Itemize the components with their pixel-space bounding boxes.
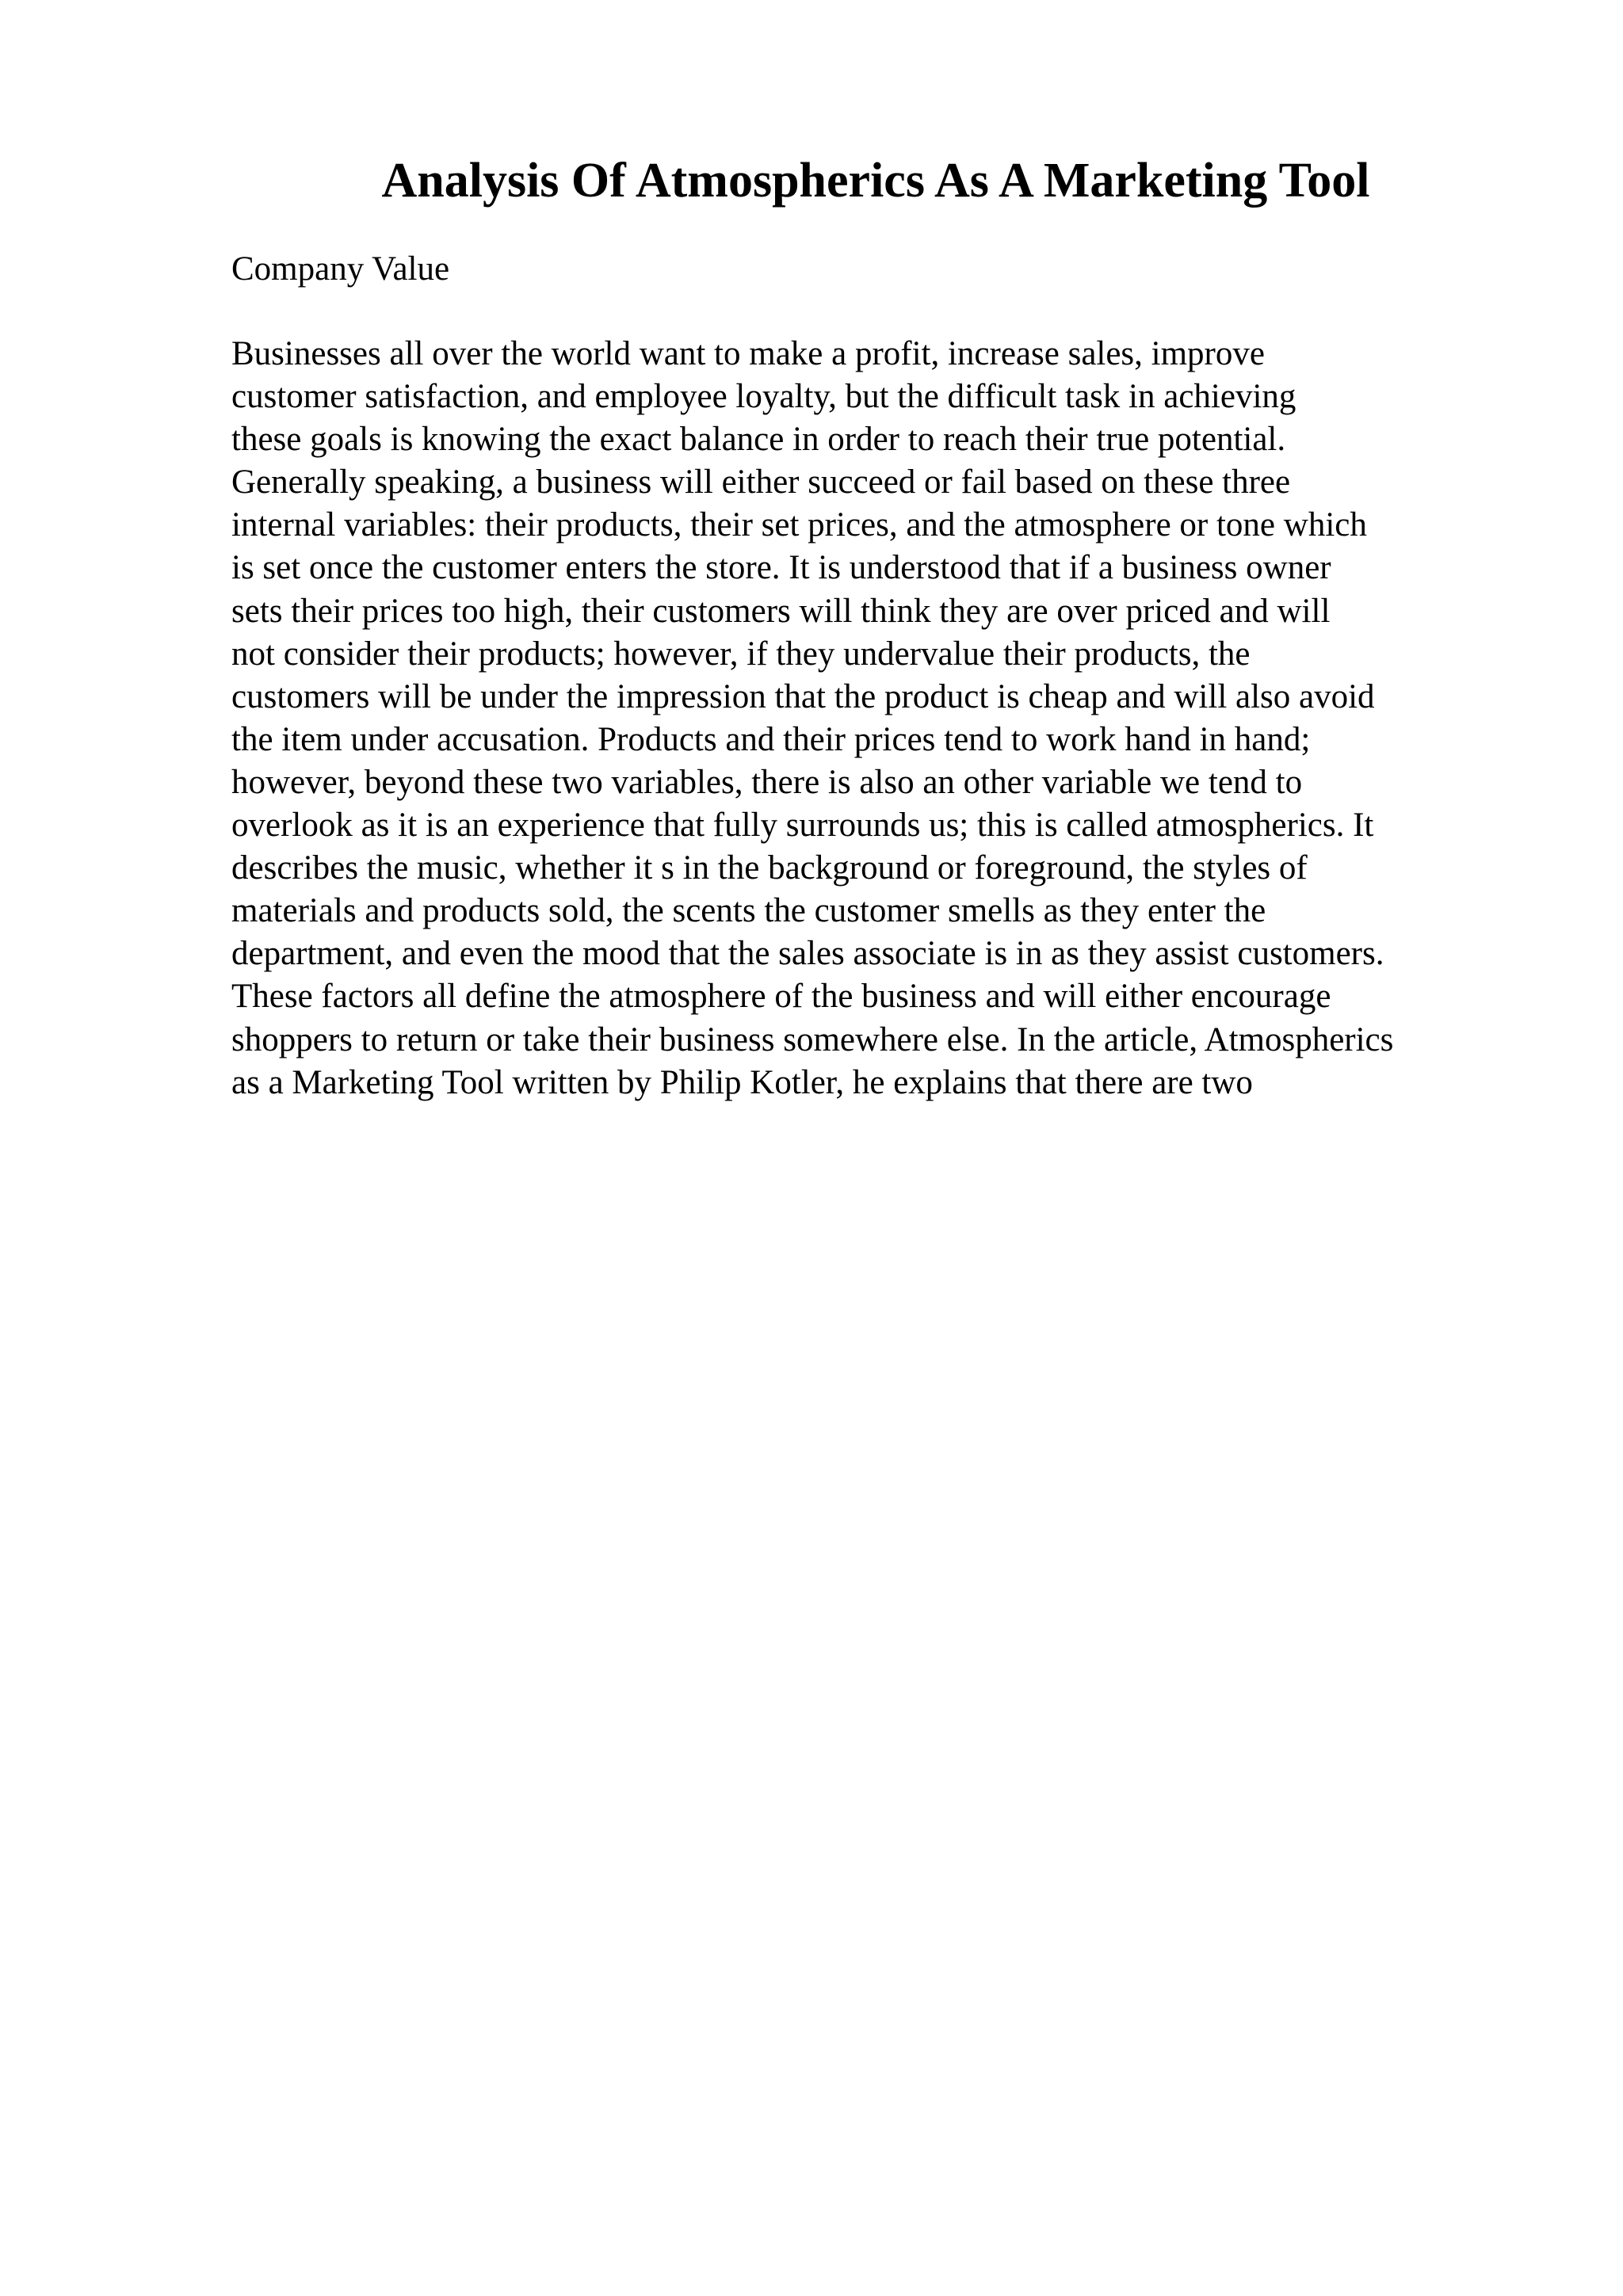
- paragraph-line: these goals is knowing the exact balance in order to reach their true potential.: [231, 421, 1286, 459]
- paragraph-line: Generally speaking, a business will either succeed or fail based on these three: [231, 463, 1291, 502]
- paragraph-line: materials and products sold, the scents the customer smells as they enter the: [231, 892, 1266, 930]
- paragraph-line: as a Marketing Tool written by Philip Kotler, he explains that there are two: [231, 1063, 1253, 1101]
- section-subheading: Company Value: [231, 250, 450, 288]
- paragraph-line: internal variables: their products, their set prices, and the atmosphere or tone which: [231, 506, 1367, 544]
- paragraph-line: is set once the customer enters the store. It is understood that if a business owner: [231, 549, 1331, 587]
- paragraph-line: customer satisfaction, and employee loyalty, but the difficult task in achieving: [231, 378, 1296, 416]
- body-paragraph: [231, 333, 1515, 1104]
- paragraph-line: shoppers to return or take their business somewhere else. In the article, Atmospherics: [231, 1020, 1394, 1058]
- paragraph-line: These factors all define the atmosphere of the business and will either encourage: [231, 978, 1331, 1016]
- paragraph-line: however, beyond these two variables, there is also an other variable we tend to: [231, 763, 1303, 801]
- paragraph-line: customers will be under the impression that the product is cheap and will also avoid: [231, 677, 1375, 715]
- paragraph-line: department, and even the mood that the sales associate is in as they assist customers.: [231, 935, 1384, 973]
- paragraph-line: describes the music, whether it s in the background or foreground, the styles of: [231, 849, 1308, 887]
- paragraph-line: overlook as it is an experience that fully surrounds us; this is called atmospherics. It: [231, 807, 1374, 845]
- paragraph-line: the item under accusation. Products and their prices tend to work hand in hand;: [231, 720, 1311, 758]
- paragraph-line: not consider their products; however, if they undervalue their products, the: [231, 635, 1251, 673]
- paragraph-line: Businesses all over the world want to make a profit, increase sales, improve: [231, 335, 1265, 372]
- paragraph-line: sets their prices too high, their customers will think they are over priced and will: [231, 592, 1331, 630]
- document-title: Analysis Of Atmospherics As A Marketing Tool: [381, 154, 1370, 208]
